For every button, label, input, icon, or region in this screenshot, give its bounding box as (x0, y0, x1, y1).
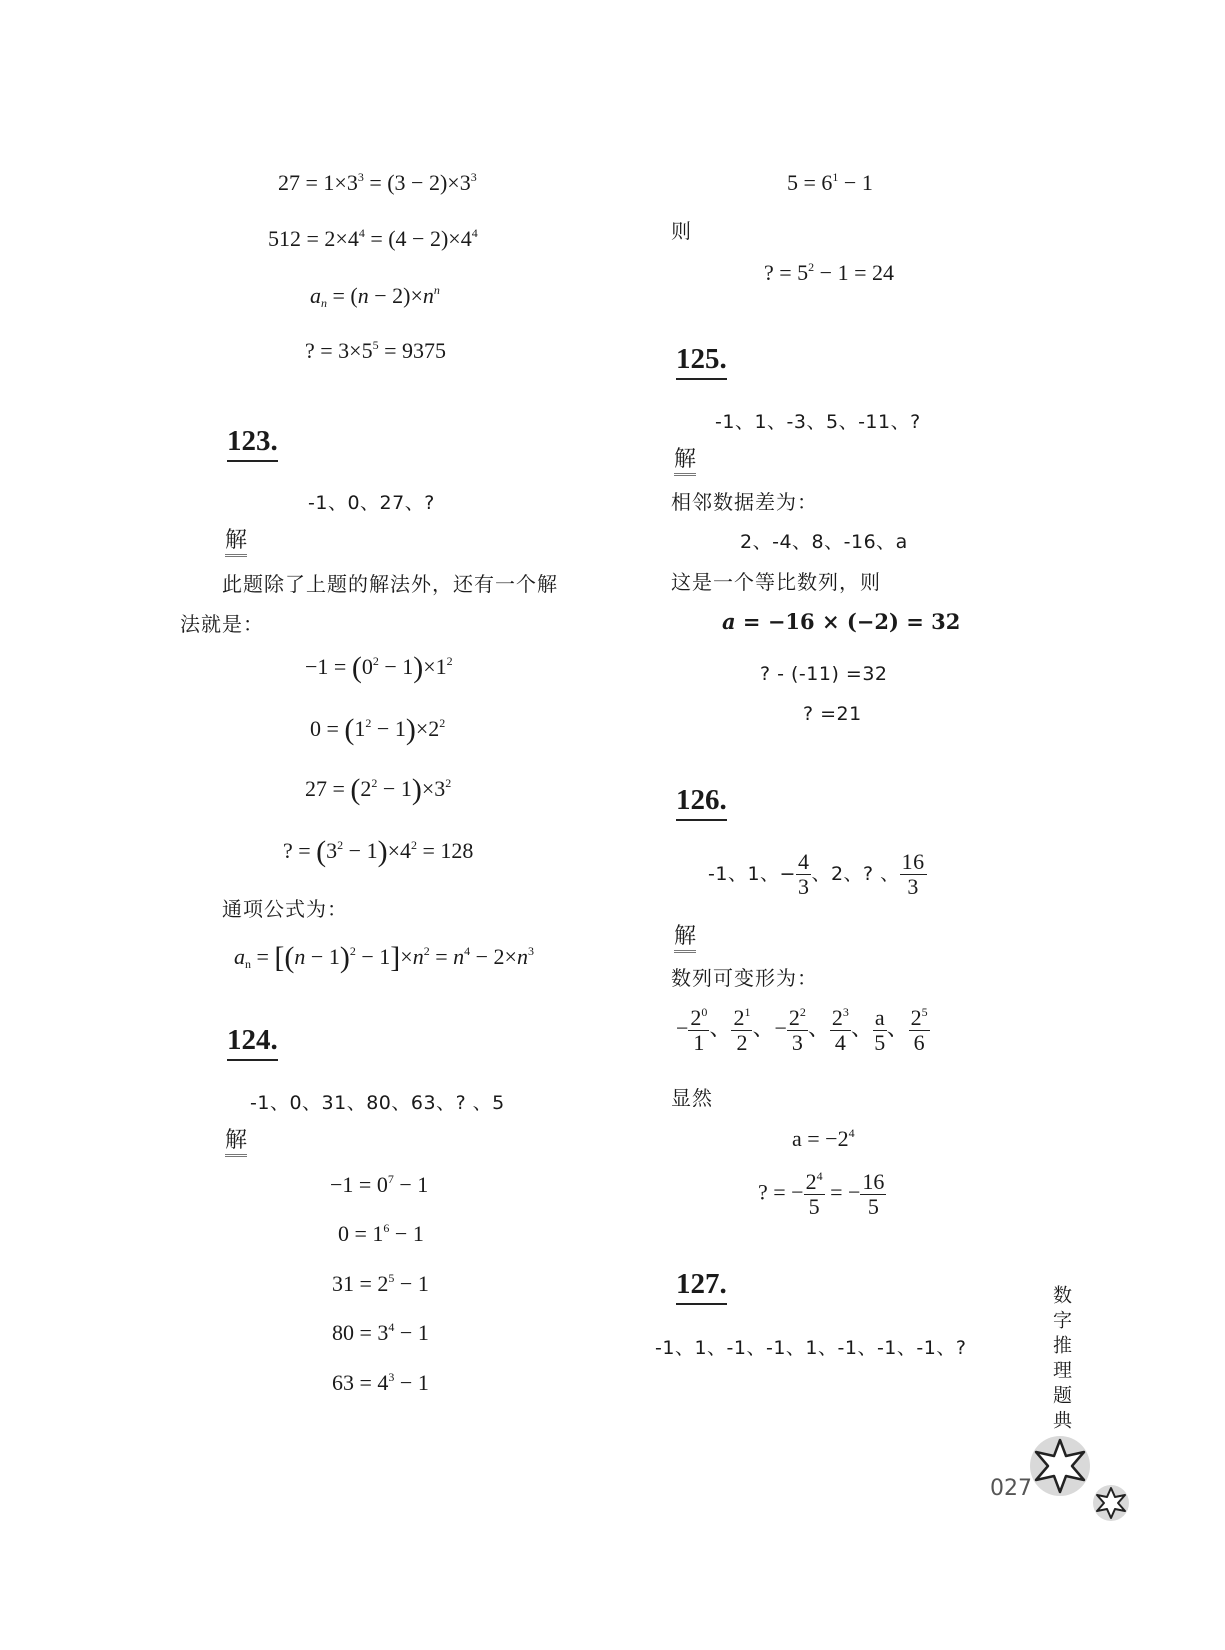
question-number: 127. (676, 1268, 727, 1305)
equation: $-1 = (0^2 - 1)\times 1^2$ (305, 651, 453, 684)
star-decoration-icon (1024, 1430, 1096, 1502)
question-sequence: -1、0、27、? (308, 492, 435, 514)
book-title: 数字推理题典 (1050, 1285, 1072, 1435)
equation: a = −16 × (−2) = 32 (722, 609, 961, 634)
question-number: 124. (227, 1024, 278, 1061)
difference-sequence: 2、-4、8、-16、a (740, 531, 908, 553)
general-term-formula: $a_n = [(n - 1)^2 - 1]\times n^2 = n^4 - 2\times n^3$ (234, 941, 534, 974)
equation: $27 = (2^2 - 1)\times 3^2$ (305, 773, 452, 806)
equation: ? - (-11) =32 (760, 663, 888, 685)
equation: ? = − $\frac{2^4}{5}$ = − $\frac{16}{5}$ (758, 1169, 885, 1219)
question-sequence: -1、1、− $\frac{4}{3}$ 、2、? 、 $\frac{16}{3}$ (708, 849, 925, 899)
question-sequence: -1、1、-3、5、-11、? (715, 411, 921, 433)
solution-text: 数列可变形为： (671, 966, 818, 990)
solution-text: 相邻数据差为： (671, 490, 818, 514)
equation: $512 = 2\times 4^4 = (4 - 2)\times 4^4$ (268, 226, 478, 251)
equation: ? = $3\times 5^5 = 9375$ (305, 338, 447, 363)
connector-text: 则 (671, 219, 692, 243)
equation: $-1 = 0^7 - 1$ (330, 1172, 429, 1197)
question-number: 123. (227, 425, 278, 462)
page-number: 027 (990, 1476, 1032, 1501)
solution-label: 解 (225, 1128, 247, 1157)
equation: $27 = 1\times 3^3 = (3 - 2)\times 3^3$ (278, 170, 477, 195)
equation: $0 = (1^2 - 1)\times 2^2$ (310, 713, 446, 746)
solution-text: 法就是： (180, 612, 264, 636)
equation: $63 = 4^3 - 1$ (332, 1370, 429, 1395)
question-number: 125. (676, 343, 727, 380)
question-number: 126. (676, 784, 727, 821)
equation: $80 = 3^4 - 1$ (332, 1320, 429, 1345)
small-star-decoration-icon (1090, 1482, 1132, 1524)
solution-text: 这是一个等比数列，则 (671, 570, 881, 594)
formula-label: 通项公式为： (222, 897, 348, 921)
solution-label: 解 (674, 924, 696, 953)
equation: $0 = 1^6 - 1$ (338, 1221, 424, 1246)
question-sequence: -1、0、31、80、63、? 、5 (250, 1092, 505, 1114)
equation: ? = $(3^2 - 1)\times 4^2 = 128$ (283, 835, 474, 868)
solution-text: 此题除了上题的解法外，还有一个解 (222, 572, 558, 596)
equation: ? = $5^2 - 1 = 24$ (764, 260, 894, 285)
general-term-equation: $a_n = (n - 2)\times n^n$ (310, 283, 440, 310)
equation: $5 = 6^1 - 1$ (787, 170, 873, 195)
solution-text: 显然 (671, 1086, 713, 1110)
equation: $31 = 2^5 - 1$ (332, 1271, 429, 1296)
equation: $a = -2^4$ (792, 1126, 855, 1151)
equation: ? =21 (803, 703, 862, 725)
transformed-sequence: − $\frac{2^0}{1}$ 、 $\frac{2^1}{2}$ 、− $\frac{2^2}{3}$ 、 $\frac{2^3}{4}$ 、 $\frac{a}{5}$ 、 $\frac{2^5}{6}$ (676, 1005, 928, 1055)
question-sequence: -1、1、-1、-1、1、-1、-1、-1、? (655, 1337, 967, 1359)
solution-label: 解 (674, 447, 696, 476)
solution-label: 解 (225, 528, 247, 557)
